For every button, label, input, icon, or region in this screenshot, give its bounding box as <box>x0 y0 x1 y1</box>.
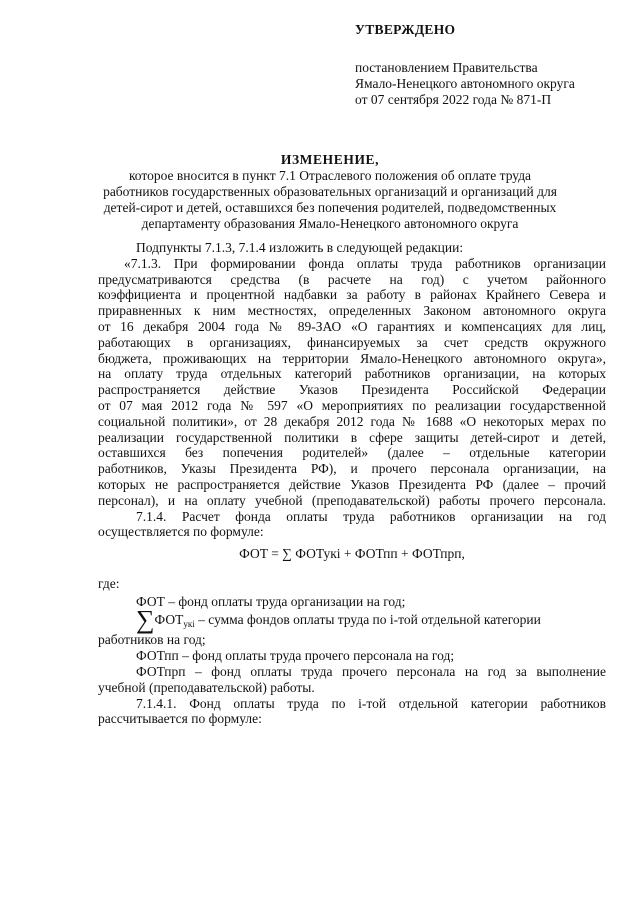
text-line: оставшихся без попечения родителей» (далее – отдельные категории <box>98 445 606 461</box>
text-line: бюджета, проживающих на территории Ямало-Ненецкого автономного округа», <box>98 350 606 366</box>
text-line: от 16 декабря 2004 года № 89-ЗАО «О гарантиях и компенсациях для лиц, <box>98 318 606 334</box>
sum-text: – сумма фондов оплаты труда по і-той отдельной категории <box>194 611 541 627</box>
text-line: социальной политики», от 28 декабря 2012 года № 1688 «О некоторых мерах по <box>98 413 606 429</box>
paragraph-7-1-4 <box>98 509 606 541</box>
approval-block <box>355 22 625 108</box>
intro-paragraph: Подпункты 7.1.3, 7.1.4 изложить в следующей редакции: <box>136 240 464 255</box>
text-line: работников, Указы Президента РФ), и прочего персонала организации, на <box>98 461 606 477</box>
approval-line: от 07 сентября 2022 года № 871-П <box>355 92 552 107</box>
text-line: реализации государственной политики в сфере защиты детей-сирот и детей, <box>98 429 606 445</box>
text-line: предусматриваются средства (в расчете на год) с учетом районного <box>98 271 606 287</box>
definition-fotprp: ФОТпрп – фонд оплаты труда прочего персонала на год за выполнение <box>136 663 606 679</box>
definition-fotpp: ФОТпп – фонд оплаты труда прочего персонала на год; <box>136 648 455 664</box>
text-line: учебной (преподавательской) работы. <box>98 679 315 695</box>
text-line: работающих в организациях, финансируемых за счет средств окружного <box>98 334 606 350</box>
paragraph-7-1-3 <box>98 256 606 509</box>
text-line: на оплату труда отдельных категорий работников организации, на которых <box>98 366 606 382</box>
sum-symbol: ∑ <box>136 604 155 634</box>
approval-line: Ямало-Ненецкого автономного округа <box>355 76 575 91</box>
formula-fot: ФОТ = ∑ ФОТукі + ФОТпп + ФОТпрп, <box>239 546 465 562</box>
definition-fot: ФОТ – фонд оплаты труда организации на год; <box>136 593 406 609</box>
approval-heading: УТВЕРЖДЕНО <box>355 22 456 37</box>
document-body <box>98 240 606 727</box>
title-line: детей-сирот и детей, оставшихся без попечения родителей, подведомственных <box>103 200 557 215</box>
text-line: рассчитывается по формуле: <box>98 711 262 727</box>
title-heading: ИЗМЕНЕНИЕ, <box>280 152 380 167</box>
paragraph-7-1-4-1 <box>98 696 606 728</box>
text-line: работников на год; <box>98 632 206 648</box>
text-line: 7.1.4. Расчет фонда оплаты труда работников организации на год <box>136 508 606 524</box>
text-line: приравненных к ним местностях, определенных Законом автономного округа <box>98 303 606 319</box>
definition-sum <box>98 604 606 634</box>
text-line: 7.1.4.1. Фонд оплаты труда по і-той отдельной категории работников <box>136 695 606 711</box>
text-line: распространяется действие Указов Президента Российской Федерации <box>98 382 606 398</box>
text-line: персонал), и на оплату учебной (преподавательской) работы прочего персонала. <box>98 492 606 508</box>
title-line: работников государственных образовательных организаций и организаций для <box>103 184 557 199</box>
title-line: которое вносится в пункт 7.1 Отраслевого положения об оплате труда <box>128 168 532 183</box>
approval-line: постановлением Правительства <box>355 60 538 75</box>
text-line: от 07 мая 2012 года № 597 «О мероприятиях по реализации государственной <box>98 397 606 413</box>
text-line: «7.1.3. При формировании фонда оплаты труда работников организации <box>124 255 606 271</box>
sum-subscript: укі <box>183 618 195 629</box>
document-title <box>60 152 600 232</box>
text-line: осуществляется по формуле: <box>98 524 264 540</box>
sum-label: ФОТ <box>154 611 184 627</box>
text-line: коэффициента и процентной надбавки за работу в районах Крайнего Севера и <box>98 287 606 303</box>
title-line: департаменту образования Ямало-Ненецкого автономного округа <box>141 216 519 231</box>
text-line: которых не распространяется действие Указов Президента РФ (далее – прочий <box>98 476 606 492</box>
where-label: где: <box>98 575 120 591</box>
